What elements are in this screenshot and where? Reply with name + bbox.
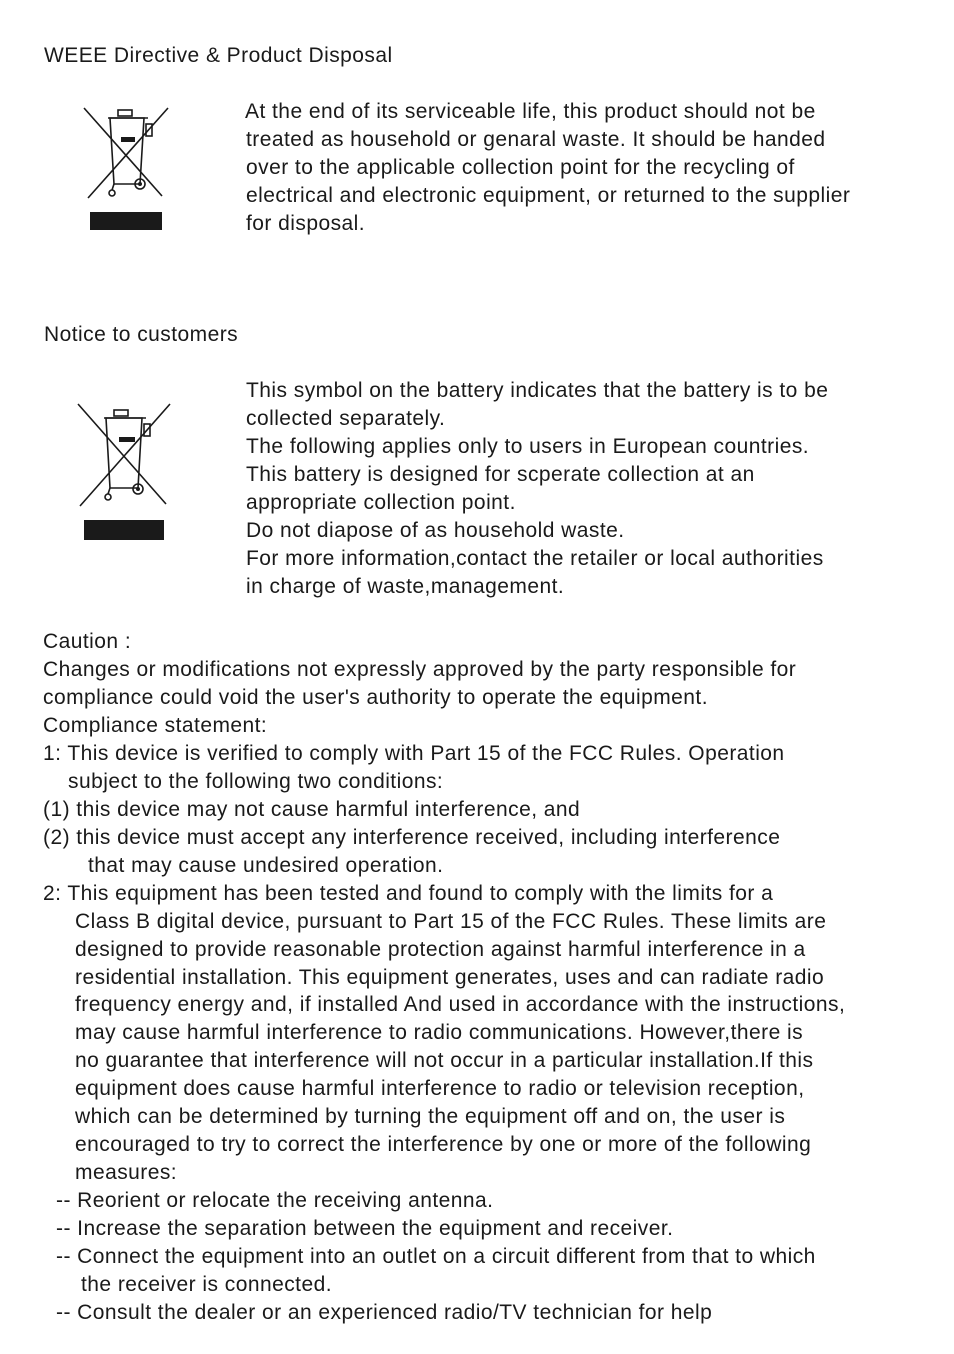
compliance-item-cont: may cause harmful interference to radio communications. However,there is (75, 1021, 804, 1044)
compliance-item-cont: frequency energy and, if installed And used in accordance with the instructions, (75, 993, 846, 1016)
compliance-item-cont: encouraged to try to correct the interference by one or more of the following (75, 1133, 812, 1156)
notice-line: This battery is designed for scperate collection at an (246, 463, 755, 486)
compliance-heading: Compliance statement: (43, 714, 268, 737)
notice-line: The following applies only to users in European countries. (246, 435, 810, 458)
compliance-item-cont: no guarantee that interference will not occur in a particular installation.If this (75, 1049, 814, 1072)
measure-item: -- Connect the equipment into an outlet on a circuit different from that to which (56, 1245, 816, 1268)
compliance-item-cont: which can be determined by turning the equipment off and on, the user is (75, 1105, 786, 1128)
weee-line: for disposal. (246, 212, 366, 235)
crossed-out-wheelie-bin-icon (76, 402, 172, 542)
caution-heading: Caution : (43, 630, 132, 653)
condition-item: (2) this device must accept any interference received, including interference (43, 826, 781, 849)
measure-item: -- Increase the separation between the equipment and receiver. (56, 1217, 674, 1240)
condition-item: (1) this device may not cause harmful interference, and (43, 798, 581, 821)
compliance-item: 2: This equipment has been tested and found to comply with the limits for a (43, 882, 774, 905)
compliance-item-cont: equipment does cause harmful interference to radio or television reception, (75, 1077, 805, 1100)
compliance-item: 1: This device is verified to comply with Part 15 of the FCC Rules. Operation (43, 742, 785, 765)
notice-line: For more information,contact the retailer or local authorities (246, 547, 824, 570)
notice-line: collected separately. (246, 407, 446, 430)
condition-item-cont: that may cause undesired operation. (88, 854, 444, 877)
compliance-item-cont: subject to the following two conditions: (68, 770, 444, 793)
compliance-item-cont: measures: (75, 1161, 178, 1184)
measure-item: -- Consult the dealer or an experienced radio/TV technician for help (56, 1301, 713, 1324)
caution-line: compliance could void the user's authority to operate the equipment. (43, 686, 708, 709)
crossed-out-wheelie-bin-icon (82, 104, 170, 232)
compliance-item-cont: designed to provide reasonable protection against harmful interference in a (75, 938, 806, 961)
caution-line: Changes or modifications not expressly approved by the party responsible for (43, 658, 797, 681)
weee-heading: WEEE Directive & Product Disposal (44, 44, 393, 67)
compliance-item-cont: Class B digital device, pursuant to Part 15 of the FCC Rules. These limits are (75, 910, 827, 933)
weee-line: over to the applicable collection point for the recycling of (246, 156, 795, 179)
notice-line: This symbol on the battery indicates that the battery is to be (246, 379, 829, 402)
notice-line: appropriate collection point. (246, 491, 516, 514)
compliance-item-cont: residential installation. This equipment generates, uses and can radiate radio (75, 966, 825, 989)
measure-item: -- Reorient or relocate the receiving antenna. (56, 1189, 494, 1212)
weee-line: treated as household or genaral waste. It should be handed (246, 128, 826, 151)
weee-line: At the end of its serviceable life, this product should not be (245, 100, 816, 123)
notice-heading: Notice to customers (44, 323, 239, 346)
notice-line: Do not diapose of as household waste. (246, 519, 625, 542)
weee-line: electrical and electronic equipment, or returned to the supplier (246, 184, 851, 207)
measure-item-cont: the receiver is connected. (81, 1273, 332, 1296)
notice-line: in charge of waste,management. (246, 575, 565, 598)
